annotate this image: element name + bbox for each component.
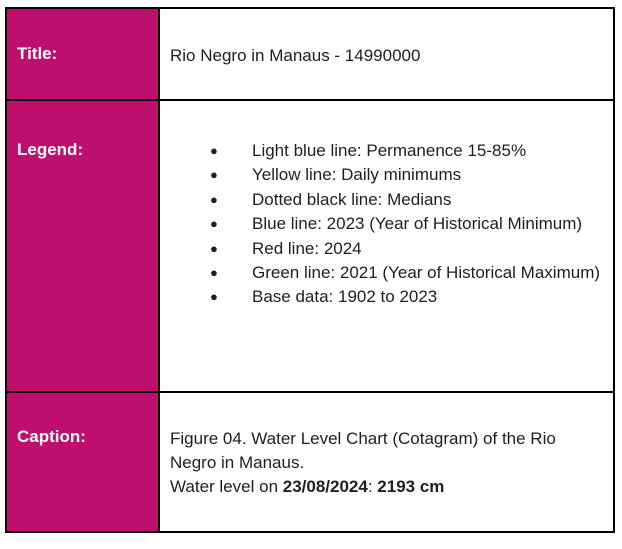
legend-item: ● Base data: 1902 to 2023 xyxy=(210,285,603,309)
title-label-cell xyxy=(6,8,159,100)
legend-label-cell xyxy=(6,100,159,392)
water-level-date: 23/08/2024 xyxy=(282,477,368,496)
legend-label: Legend: xyxy=(17,140,84,159)
water-level-separator: : xyxy=(367,477,378,496)
caption-value-cell xyxy=(159,392,614,532)
legend-row xyxy=(6,100,614,392)
title-label: Title: xyxy=(17,44,58,63)
legend-value-cell xyxy=(159,100,614,392)
caption-text xyxy=(170,393,603,499)
caption-label-cell xyxy=(6,392,159,532)
water-level-prefix: Water level on xyxy=(170,477,283,496)
legend-item: ● Dotted black line: Medians xyxy=(210,188,603,212)
caption-label: Caption: xyxy=(17,427,86,446)
legend-item: ● Green line: 2021 (Year of Historical Maximum) xyxy=(210,261,603,285)
legend-item: ● Light blue line: Permanence 15-85% xyxy=(210,139,603,163)
legend-item: ● Blue line: 2023 (Year of Historical Minimum) xyxy=(210,212,603,236)
title-value-cell xyxy=(159,8,614,100)
title-row xyxy=(6,8,614,100)
legend-list xyxy=(170,101,603,310)
water-level-value: 2193 cm xyxy=(377,477,445,496)
title-value: Rio Negro in Manaus - 14990000 xyxy=(170,46,421,65)
caption-line: Figure 04. Water Level Chart (Cotagram) of the Rio Negro in Manaus. xyxy=(170,429,556,472)
legend-item: ● Yellow line: Daily minimums xyxy=(210,163,603,187)
legend-item: ● Red line: 2024 xyxy=(210,237,603,261)
info-table xyxy=(5,7,615,533)
caption-row xyxy=(6,392,614,532)
